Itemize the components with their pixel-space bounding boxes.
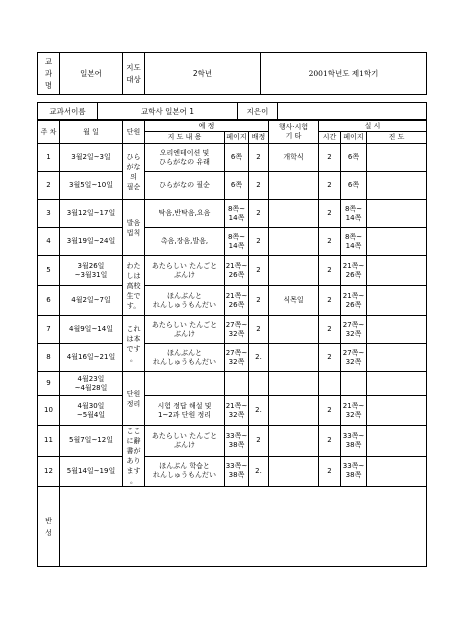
- progress-cell: [367, 372, 427, 396]
- week-cell: 12: [38, 456, 60, 487]
- content-cell: 탁음,반탁음,요음: [145, 200, 225, 228]
- plan-hours-cell: 2.: [249, 456, 269, 487]
- date-cell: 5월7일~12일: [60, 426, 123, 457]
- table-row: [38, 396, 427, 426]
- actual-hours-cell: [319, 372, 341, 396]
- content-cell: あたらしい たんごと ぶんけ: [145, 316, 225, 344]
- progress-cell: [367, 456, 427, 487]
- plan-page-cell: 33쪽~ 38쪽: [225, 426, 249, 457]
- date-cell: 4월9일~14일: [60, 316, 123, 344]
- target-value: 2학년: [145, 53, 261, 95]
- subject-label: 교 과 명: [38, 53, 60, 95]
- plan-page-cell: 21쪽~ 26쪽: [225, 256, 249, 286]
- content-cell: あたらしい たんごと ぶんけ: [145, 256, 225, 286]
- table-row: [38, 144, 427, 172]
- event-header: 행사·시험 기 타: [269, 121, 319, 144]
- date-cell: 3월5일~10일: [60, 172, 123, 200]
- date-cell: 3월2일~3일: [60, 144, 123, 172]
- table-row: [38, 372, 427, 396]
- plan-page-cell: 6쪽: [225, 144, 249, 172]
- table-row: [38, 172, 427, 200]
- event-cell: 식목일: [269, 286, 319, 316]
- actual-hours-cell: 2: [319, 344, 341, 372]
- plan-content-header: 지 도 내 용: [145, 132, 225, 144]
- author-value: [278, 103, 427, 120]
- actual-hours-cell: 2: [319, 316, 341, 344]
- notes-row: [38, 487, 427, 567]
- event-cell: [269, 228, 319, 256]
- week-cell: 1: [38, 144, 60, 172]
- progress-cell: [367, 256, 427, 286]
- date-cell: 4월23일 ~4월28일: [60, 372, 123, 396]
- actual-page-cell: 21쪽~ 26쪽: [341, 286, 367, 316]
- week-cell: 5: [38, 256, 60, 286]
- event-cell: [269, 256, 319, 286]
- plan-page-cell: 21쪽~ 26쪽: [225, 286, 249, 316]
- progress-cell: [367, 172, 427, 200]
- week-cell: 4: [38, 228, 60, 256]
- date-cell: 4월30일 ~5월4일: [60, 396, 123, 426]
- week-cell: 6: [38, 286, 60, 316]
- content-cell: ほんぶんと れんしゅうもんだい: [145, 286, 225, 316]
- actual-hours-cell: 2: [319, 396, 341, 426]
- plan-hours-header: 배정: [249, 132, 269, 144]
- event-cell: [269, 372, 319, 396]
- content-cell: 시험 정답 해설 및 1~2과 단원 정리: [145, 396, 225, 426]
- plan-hours-cell: 2: [249, 200, 269, 228]
- table-row: [38, 228, 427, 256]
- actual-hours-cell: 2: [319, 144, 341, 172]
- actual-hours-cell: 2: [319, 256, 341, 286]
- actual-hours-cell: 2: [319, 228, 341, 256]
- plan-hours-cell: 2: [249, 426, 269, 457]
- textbook-value: 교학사 일본어 1: [98, 103, 238, 120]
- unit-cell: ここ に辭 書が あり ます 。: [123, 426, 145, 487]
- table-row: [38, 200, 427, 228]
- actual-page-cell: [341, 372, 367, 396]
- plan-hours-cell: 2: [249, 228, 269, 256]
- content-cell: 촉음,장음,발음,: [145, 228, 225, 256]
- week-cell: 7: [38, 316, 60, 344]
- progress-cell: [367, 316, 427, 344]
- schedule-table: [37, 120, 427, 567]
- plan-header: 예 정: [145, 121, 269, 132]
- plan-hours-cell: 2: [249, 172, 269, 200]
- unit-cell: わた しは 高校 生で す。: [123, 256, 145, 316]
- actual-page-cell: 33쪽~ 38쪽: [341, 456, 367, 487]
- progress-cell: [367, 286, 427, 316]
- plan-hours-cell: 2.: [249, 396, 269, 426]
- plan-hours-cell: 2: [249, 316, 269, 344]
- plan-page-cell: 27쪽~ 32쪽: [225, 344, 249, 372]
- progress-cell: [367, 344, 427, 372]
- actual-page-cell: 6쪽: [341, 172, 367, 200]
- header-table: [37, 52, 427, 95]
- plan-page-cell: 8쪽~ 14쪽: [225, 200, 249, 228]
- actual-hours-cell: 2: [319, 286, 341, 316]
- event-cell: 개학식: [269, 144, 319, 172]
- plan-page-cell: 21쪽~ 32쪽: [225, 396, 249, 426]
- plan-page-cell: 8쪽~ 14쪽: [225, 228, 249, 256]
- table-row: [38, 286, 427, 316]
- week-cell: 10: [38, 396, 60, 426]
- actual-hours-cell: 2: [319, 426, 341, 457]
- unit-cell: 단원 정리: [123, 372, 145, 426]
- plan-hours-cell: 2: [249, 256, 269, 286]
- week-cell: 11: [38, 426, 60, 457]
- progress-cell: [367, 396, 427, 426]
- textbook-table: [37, 102, 427, 120]
- notes-body: [60, 487, 427, 567]
- progress-cell: [367, 200, 427, 228]
- plan-sheet: [37, 52, 427, 567]
- actual-page-cell: 8쪽~ 14쪽: [341, 228, 367, 256]
- date-cell: 5월14일~19일: [60, 456, 123, 487]
- author-label: 지은이: [238, 103, 278, 120]
- page-title: 2001학년도 제1학기: [261, 53, 427, 95]
- plan-hours-cell: [249, 372, 269, 396]
- actual-hours-header: 시간: [319, 132, 341, 144]
- actual-page-header: 페이지: [341, 132, 367, 144]
- subject-value: 일본어: [60, 53, 123, 95]
- content-cell: [145, 372, 225, 396]
- actual-hours-cell: 2: [319, 200, 341, 228]
- content-cell: 오리엔테이션 및 ひらがなの 유래: [145, 144, 225, 172]
- plan-hours-cell: 2: [249, 286, 269, 316]
- table-row: [38, 344, 427, 372]
- table-row: [38, 426, 427, 457]
- actual-header: 실 시: [319, 121, 427, 132]
- content-cell: あたらしい たんごと ぶんけ: [145, 426, 225, 457]
- actual-page-cell: 6쪽: [341, 144, 367, 172]
- event-cell: [269, 426, 319, 457]
- content-cell: ほんぶん 학습と れんしゅうもんだい: [145, 456, 225, 487]
- date-header: 월 일: [60, 121, 123, 144]
- date-cell: 4월16일~21일: [60, 344, 123, 372]
- plan-hours-cell: 2: [249, 144, 269, 172]
- actual-page-cell: 21쪽~ 26쪽: [341, 256, 367, 286]
- date-cell: 3월26일 ~3월31일: [60, 256, 123, 286]
- week-cell: 2: [38, 172, 60, 200]
- unit-cell: ひら がな 의 필순: [123, 144, 145, 200]
- plan-page-cell: [225, 372, 249, 396]
- event-cell: [269, 172, 319, 200]
- week-header: 주 차: [38, 121, 60, 144]
- progress-header: 진 도: [367, 132, 427, 144]
- actual-hours-cell: 2: [319, 172, 341, 200]
- date-cell: 3월19일~24일: [60, 228, 123, 256]
- actual-page-cell: 21쪽~ 32쪽: [341, 396, 367, 426]
- table-row: [38, 456, 427, 487]
- content-cell: ほんぶんと れんしゅうもんだい: [145, 344, 225, 372]
- plan-page-cell: 27쪽~ 32쪽: [225, 316, 249, 344]
- actual-page-cell: 27쪽~ 32쪽: [341, 344, 367, 372]
- event-cell: [269, 316, 319, 344]
- table-row: [38, 316, 427, 344]
- actual-page-cell: 33쪽~ 38쪽: [341, 426, 367, 457]
- actual-page-cell: 27쪽~ 32쪽: [341, 316, 367, 344]
- date-cell: 4월2일~7일: [60, 286, 123, 316]
- progress-cell: [367, 426, 427, 457]
- unit-cell: 발음 법칙: [123, 200, 145, 256]
- week-cell: 9: [38, 372, 60, 396]
- event-cell: [269, 200, 319, 228]
- textbook-label: 교과서이름: [38, 103, 98, 120]
- date-cell: 3월12일~17일: [60, 200, 123, 228]
- progress-cell: [367, 228, 427, 256]
- unit-header: 단원: [123, 121, 145, 144]
- week-cell: 3: [38, 200, 60, 228]
- actual-page-cell: 8쪽~ 14쪽: [341, 200, 367, 228]
- actual-hours-cell: 2: [319, 456, 341, 487]
- content-cell: ひらがなの 필순: [145, 172, 225, 200]
- notes-label: 반 성: [38, 487, 60, 567]
- target-label: 지도 대상: [123, 53, 145, 95]
- plan-page-header: 페이지: [225, 132, 249, 144]
- unit-cell: これ は本 です 。: [123, 316, 145, 372]
- plan-hours-cell: 2.: [249, 344, 269, 372]
- event-cell: [269, 344, 319, 372]
- table-row: [38, 256, 427, 286]
- plan-page-cell: 6쪽: [225, 172, 249, 200]
- event-cell: [269, 396, 319, 426]
- progress-cell: [367, 144, 427, 172]
- event-cell: [269, 456, 319, 487]
- plan-page-cell: 33쪽~ 38쪽: [225, 456, 249, 487]
- week-cell: 8: [38, 344, 60, 372]
